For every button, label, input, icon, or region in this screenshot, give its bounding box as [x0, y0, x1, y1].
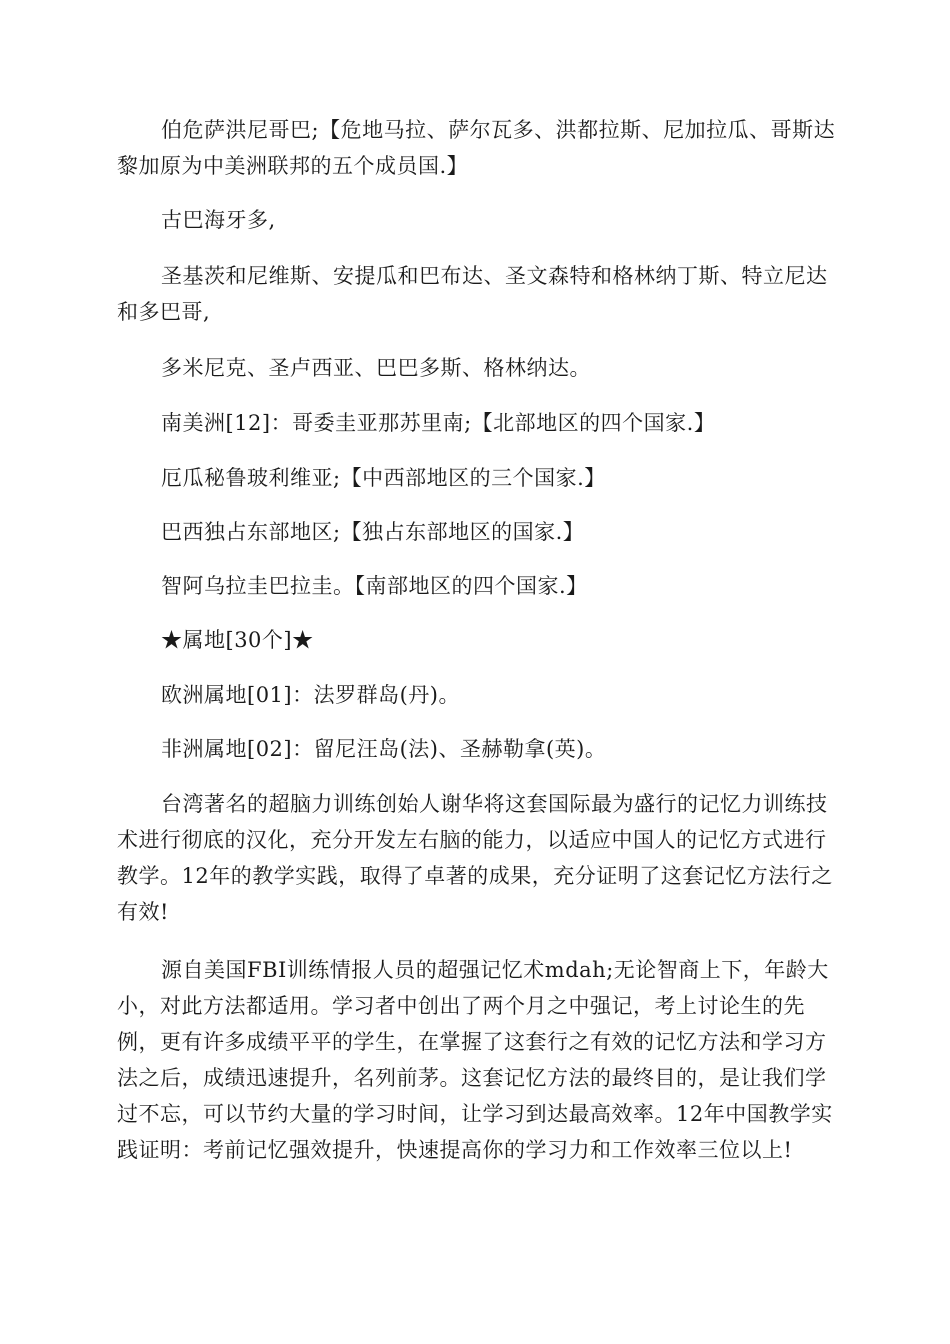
paragraph-memory-training-intro: 台湾著名的超脑力训练创始人谢华将这套国际最为盛行的记忆力训练技术进行彻底的汉化，充分开发左右脑的能力，以适应中国人的记忆方式进行教学。12年的教学实践，取得了卓著的成果，充分证明了这套记忆方法行之有效! [117, 792, 833, 924]
paragraph-south-america-central-west: 厄瓜秘鲁玻利维亚;【中西部地区的三个国家.】 [161, 466, 606, 490]
paragraph-europe-territories: 欧洲属地[01]：法罗群岛(丹)。 [161, 683, 460, 707]
paragraph-caribbean-2: 圣基茨和尼维斯、安提瓜和巴布达、圣文森特和格林纳丁斯、特立尼达和多巴哥, [117, 264, 828, 324]
paragraph-south-america-north: 南美洲[12]：哥委圭亚那苏里南;【北部地区的四个国家.】 [161, 411, 716, 435]
heading-territories: ★属地[30个]★ [161, 628, 314, 652]
paragraph-caribbean-3: 多米尼克、圣卢西亚、巴巴多斯、格林纳达。 [161, 356, 591, 380]
paragraph-caribbean-1: 古巴海牙多, [161, 208, 276, 232]
paragraph-africa-territories: 非洲属地[02]：留尼汪岛(法)、圣赫勒拿(英)。 [161, 737, 607, 761]
paragraph-central-america: 伯危萨洪尼哥巴;【危地马拉、萨尔瓦多、洪都拉斯、尼加拉瓜、哥斯达黎加原为中美洲联邦的五个成员国.】 [117, 118, 836, 178]
paragraph-south-america-east: 巴西独占东部地区;【独占东部地区的国家.】 [161, 520, 585, 544]
paragraph-south-america-south: 智阿乌拉圭巴拉圭。【南部地区的四个国家.】 [161, 574, 588, 598]
paragraph-memory-training-method: 源自美国FBI训练情报人员的超强记忆术mdah;无论智商上下，年龄大小，对此方法都适用。学习者中创出了两个月之中强记，考上讨论生的先例，更有许多成绩平平的学生，在掌握了这套行之有效的记忆方法和学习方法之后，成绩迅速提升，名列前茅。这套记忆方法的最终目的，是让我们学过不忘，可以节约大量的学习时间，让学习到达最高效率。12年中国教学实践证明：考前记忆强效提升，快速提高你的学习力和工作效率三位以上! [117, 958, 833, 1162]
